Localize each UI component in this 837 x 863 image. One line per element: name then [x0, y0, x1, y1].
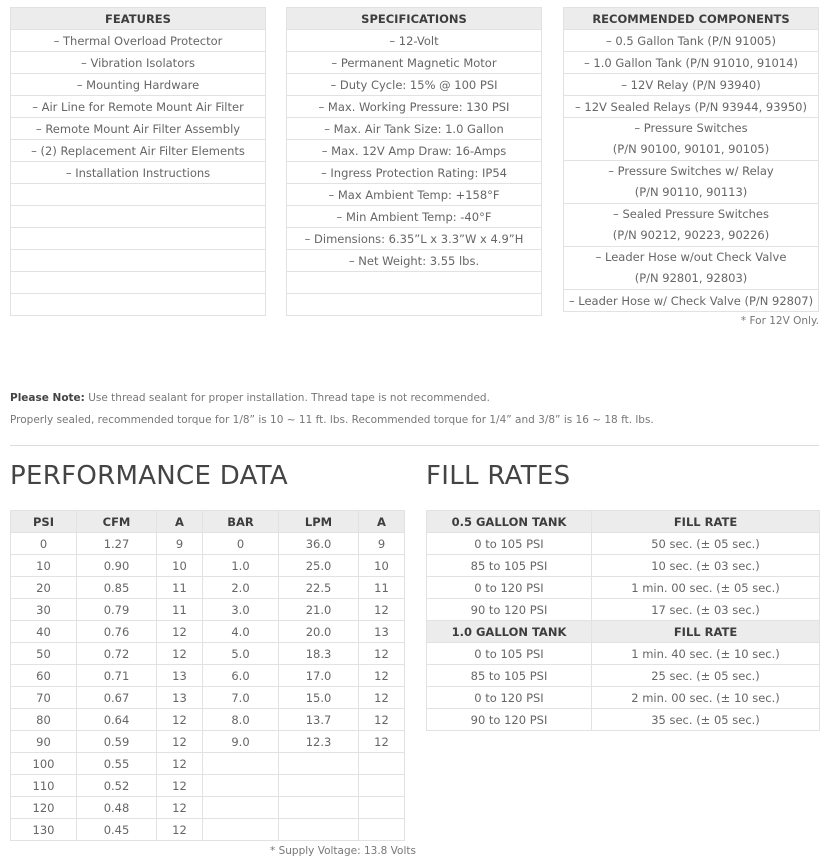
perf-cell: 25.0 — [279, 555, 359, 577]
feature-empty-cell — [11, 294, 266, 316]
component-item: – 1.0 Gallon Tank (P/N 91010, 91014) — [564, 52, 819, 74]
component-item — [564, 118, 819, 161]
feature-item: – Thermal Overload Protector — [11, 30, 266, 52]
perf-cell: 17.0 — [279, 665, 359, 687]
perf-cell — [279, 775, 359, 797]
perf-cell: 0.64 — [77, 709, 157, 731]
perf-cell: 22.5 — [279, 577, 359, 599]
perf-cell: 0.72 — [77, 643, 157, 665]
perf-cell: 90 — [11, 731, 77, 753]
component-item: – 0.5 Gallon Tank (P/N 91005) — [564, 30, 819, 52]
perf-cell: 0 — [203, 533, 279, 555]
feature-empty-cell — [11, 250, 266, 272]
perf-header-psi: PSI — [11, 511, 77, 533]
perf-row — [11, 775, 405, 797]
perf-row — [11, 533, 405, 555]
component-line: (P/N 90110, 90113) — [634, 185, 748, 199]
perf-cell — [359, 819, 405, 841]
components-table — [563, 7, 819, 312]
fill-rates-table — [426, 510, 820, 731]
perf-cell: 1.27 — [77, 533, 157, 555]
perf-cell: 12 — [359, 643, 405, 665]
perf-header-lpm: LPM — [279, 511, 359, 533]
perf-cell: 11 — [359, 577, 405, 599]
perf-cell: 4.0 — [203, 621, 279, 643]
perf-cell: 20.0 — [279, 621, 359, 643]
fill-time-cell: 17 sec. (± 03 sec.) — [592, 599, 820, 621]
fill-range-cell: 90 to 120 PSI — [427, 709, 592, 731]
component-item — [564, 204, 819, 247]
fill-range-cell: 0 to 105 PSI — [427, 533, 592, 555]
spec-item: – Duty Cycle: 15% @ 100 PSI — [287, 74, 542, 96]
features-header: FEATURES — [11, 8, 266, 30]
feature-item: – (2) Replacement Air Filter Elements — [11, 140, 266, 162]
spec-item: – Permanent Magnetic Motor — [287, 52, 542, 74]
fill-row — [427, 599, 820, 621]
perf-cell: 0 — [11, 533, 77, 555]
perf-cell: 110 — [11, 775, 77, 797]
section-divider — [10, 445, 819, 446]
fill-row — [427, 533, 820, 555]
component-item: – 12V Sealed Relays (P/N 93944, 93950) — [564, 96, 819, 118]
feature-empty-cell — [11, 206, 266, 228]
perf-header-bar: BAR — [203, 511, 279, 533]
perf-cell: 20 — [11, 577, 77, 599]
fill-row — [427, 555, 820, 577]
perf-row — [11, 797, 405, 819]
fill-rates-rows — [427, 511, 820, 731]
component-line: (P/N 90212, 90223, 90226) — [612, 228, 770, 242]
perf-cell: 12 — [157, 775, 203, 797]
spec-item: – Dimensions: 6.35”L x 3.3”W x 4.9”H — [287, 228, 542, 250]
spec-item: – Max. Air Tank Size: 1.0 Gallon — [287, 118, 542, 140]
perf-cell: 10 — [359, 555, 405, 577]
perf-row — [11, 599, 405, 621]
fill-row — [427, 665, 820, 687]
fill-time-cell: 1 min. 40 sec. (± 10 sec.) — [592, 643, 820, 665]
perf-cell — [359, 775, 405, 797]
perf-cell: 12 — [157, 731, 203, 753]
perf-cell — [359, 797, 405, 819]
fill-time-cell: 2 min. 00 sec. (± 10 sec.) — [592, 687, 820, 709]
perf-cell — [203, 775, 279, 797]
perf-cell: 12 — [359, 709, 405, 731]
features-table — [10, 7, 266, 316]
perf-cell: 0.90 — [77, 555, 157, 577]
fill-tank-header: 1.0 GALLON TANK — [427, 621, 592, 643]
perf-row — [11, 665, 405, 687]
perf-cell: 130 — [11, 819, 77, 841]
perf-header-amps: A — [157, 511, 203, 533]
spec-empty-cell — [287, 294, 542, 316]
perf-cell — [279, 797, 359, 819]
perf-cell: 8.0 — [203, 709, 279, 731]
perf-cell — [279, 819, 359, 841]
fill-range-cell: 90 to 120 PSI — [427, 599, 592, 621]
fill-time-cell: 35 sec. (± 05 sec.) — [592, 709, 820, 731]
perf-cell: 120 — [11, 797, 77, 819]
fill-row — [427, 577, 820, 599]
component-item — [564, 247, 819, 290]
fill-time-cell: 10 sec. (± 03 sec.) — [592, 555, 820, 577]
feature-empty-cell — [11, 228, 266, 250]
fill-section-header — [427, 621, 820, 643]
perf-cell: 0.55 — [77, 753, 157, 775]
component-line: (P/N 92801, 92803) — [634, 271, 748, 285]
perf-cell: 13 — [157, 687, 203, 709]
feature-item: – Installation Instructions — [11, 162, 266, 184]
components-header: RECOMMENDED COMPONENTS — [564, 8, 819, 30]
specifications-table — [286, 7, 542, 316]
feature-item: – Vibration Isolators — [11, 52, 266, 74]
perf-row — [11, 709, 405, 731]
perf-row — [11, 819, 405, 841]
perf-row — [11, 731, 405, 753]
perf-cell: 70 — [11, 687, 77, 709]
perf-cell: 0.45 — [77, 819, 157, 841]
perf-row — [11, 687, 405, 709]
feature-empty-cell — [11, 184, 266, 206]
spec-empty-cell — [287, 272, 542, 294]
fill-rate-header: FILL RATE — [592, 621, 820, 643]
please-note — [10, 392, 490, 404]
fill-range-cell: 85 to 105 PSI — [427, 555, 592, 577]
perf-cell: 9 — [359, 533, 405, 555]
perf-cell: 60 — [11, 665, 77, 687]
feature-empty-cell — [11, 272, 266, 294]
perf-header-cfm: CFM — [77, 511, 157, 533]
perf-cell: 0.79 — [77, 599, 157, 621]
perf-cell: 11 — [157, 599, 203, 621]
perf-cell: 12 — [157, 819, 203, 841]
perf-cell: 18.3 — [279, 643, 359, 665]
spec-item: – Max. 12V Amp Draw: 16-Amps — [287, 140, 542, 162]
perf-cell: 13 — [157, 665, 203, 687]
perf-row — [11, 621, 405, 643]
perf-cell: 12 — [359, 731, 405, 753]
perf-row — [11, 643, 405, 665]
perf-cell: 100 — [11, 753, 77, 775]
perf-cell: 15.0 — [279, 687, 359, 709]
perf-cell — [203, 819, 279, 841]
performance-rows — [11, 533, 405, 841]
fill-range-cell: 0 to 105 PSI — [427, 643, 592, 665]
fill-time-cell: 50 sec. (± 05 sec.) — [592, 533, 820, 555]
component-item: – 12V Relay (P/N 93940) — [564, 74, 819, 96]
perf-row — [11, 753, 405, 775]
spec-item: – Max Ambient Temp: +158°F — [287, 184, 542, 206]
perf-cell: 12.3 — [279, 731, 359, 753]
perf-cell: 12 — [157, 797, 203, 819]
fill-range-cell: 85 to 105 PSI — [427, 665, 592, 687]
component-line: – Leader Hose w/out Check Valve — [595, 250, 787, 264]
perf-cell: 10 — [11, 555, 77, 577]
components-footnote: * For 12V Only. — [740, 315, 819, 327]
fill-time-cell: 25 sec. (± 05 sec.) — [592, 665, 820, 687]
perf-cell: 10 — [157, 555, 203, 577]
component-line: – Pressure Switches — [634, 121, 748, 135]
spec-item: – Net Weight: 3.55 lbs. — [287, 250, 542, 272]
perf-cell: 12 — [359, 665, 405, 687]
fill-rate-header: FILL RATE — [592, 511, 820, 533]
component-line: – Pressure Switches w/ Relay — [608, 164, 774, 178]
perf-cell: 9 — [157, 533, 203, 555]
component-line: (P/N 90100, 90101, 90105) — [612, 142, 770, 156]
perf-cell: 12 — [157, 753, 203, 775]
perf-cell: 13.7 — [279, 709, 359, 731]
perf-cell: 11 — [157, 577, 203, 599]
performance-footnote: * Supply Voltage: 13.8 Volts — [270, 845, 416, 857]
perf-cell — [203, 753, 279, 775]
perf-cell: 12 — [157, 621, 203, 643]
perf-cell: 0.59 — [77, 731, 157, 753]
performance-table — [10, 510, 405, 841]
fill-tank-header: 0.5 GALLON TANK — [427, 511, 592, 533]
perf-row — [11, 577, 405, 599]
perf-cell: 5.0 — [203, 643, 279, 665]
perf-cell: 12 — [157, 709, 203, 731]
please-note-label: Please Note: — [10, 392, 85, 404]
perf-cell: 36.0 — [279, 533, 359, 555]
perf-cell: 1.0 — [203, 555, 279, 577]
please-note-text: Use thread sealant for proper installation. Thread tape is not recommended. — [88, 392, 490, 404]
perf-cell: 80 — [11, 709, 77, 731]
perf-header-amps-metric: A — [359, 511, 405, 533]
fill-row — [427, 709, 820, 731]
perf-cell: 3.0 — [203, 599, 279, 621]
fill-row — [427, 643, 820, 665]
spec-item: – Ingress Protection Rating: IP54 — [287, 162, 542, 184]
fill-rates-title: FILL RATES — [426, 461, 571, 491]
perf-cell: 12 — [157, 643, 203, 665]
perf-cell: 6.0 — [203, 665, 279, 687]
fill-range-cell: 0 to 120 PSI — [427, 687, 592, 709]
torque-note: Properly sealed, recommended torque for 1/8” is 10 ~ 11 ft. lbs. Recommended torque for 1/4” and 3/8” is 16 ~ 18 ft. lbs. — [10, 414, 654, 426]
fill-time-cell: 1 min. 00 sec. (± 05 sec.) — [592, 577, 820, 599]
perf-cell — [279, 753, 359, 775]
perf-cell — [203, 797, 279, 819]
spec-item: – 12-Volt — [287, 30, 542, 52]
specifications-header: SPECIFICATIONS — [287, 8, 542, 30]
feature-item: – Air Line for Remote Mount Air Filter — [11, 96, 266, 118]
perf-cell: 0.48 — [77, 797, 157, 819]
fill-section-header — [427, 511, 820, 533]
component-item: – Leader Hose w/ Check Valve (P/N 92807) — [564, 290, 819, 312]
component-item — [564, 161, 819, 204]
perf-cell: 12 — [359, 687, 405, 709]
perf-cell: 50 — [11, 643, 77, 665]
perf-cell: 7.0 — [203, 687, 279, 709]
perf-cell: 0.85 — [77, 577, 157, 599]
perf-cell: 0.76 — [77, 621, 157, 643]
perf-cell: 9.0 — [203, 731, 279, 753]
perf-cell: 30 — [11, 599, 77, 621]
perf-cell — [359, 753, 405, 775]
perf-cell: 0.71 — [77, 665, 157, 687]
feature-item: – Mounting Hardware — [11, 74, 266, 96]
perf-row — [11, 555, 405, 577]
fill-range-cell: 0 to 120 PSI — [427, 577, 592, 599]
perf-cell: 13 — [359, 621, 405, 643]
perf-cell: 0.67 — [77, 687, 157, 709]
fill-row — [427, 687, 820, 709]
feature-item: – Remote Mount Air Filter Assembly — [11, 118, 266, 140]
perf-cell: 21.0 — [279, 599, 359, 621]
spec-item: – Max. Working Pressure: 130 PSI — [287, 96, 542, 118]
perf-cell: 0.52 — [77, 775, 157, 797]
spec-item: – Min Ambient Temp: -40°F — [287, 206, 542, 228]
component-line: – Sealed Pressure Switches — [613, 207, 769, 221]
perf-cell: 2.0 — [203, 577, 279, 599]
performance-title: PERFORMANCE DATA — [10, 461, 288, 491]
perf-cell: 40 — [11, 621, 77, 643]
perf-cell: 12 — [359, 599, 405, 621]
